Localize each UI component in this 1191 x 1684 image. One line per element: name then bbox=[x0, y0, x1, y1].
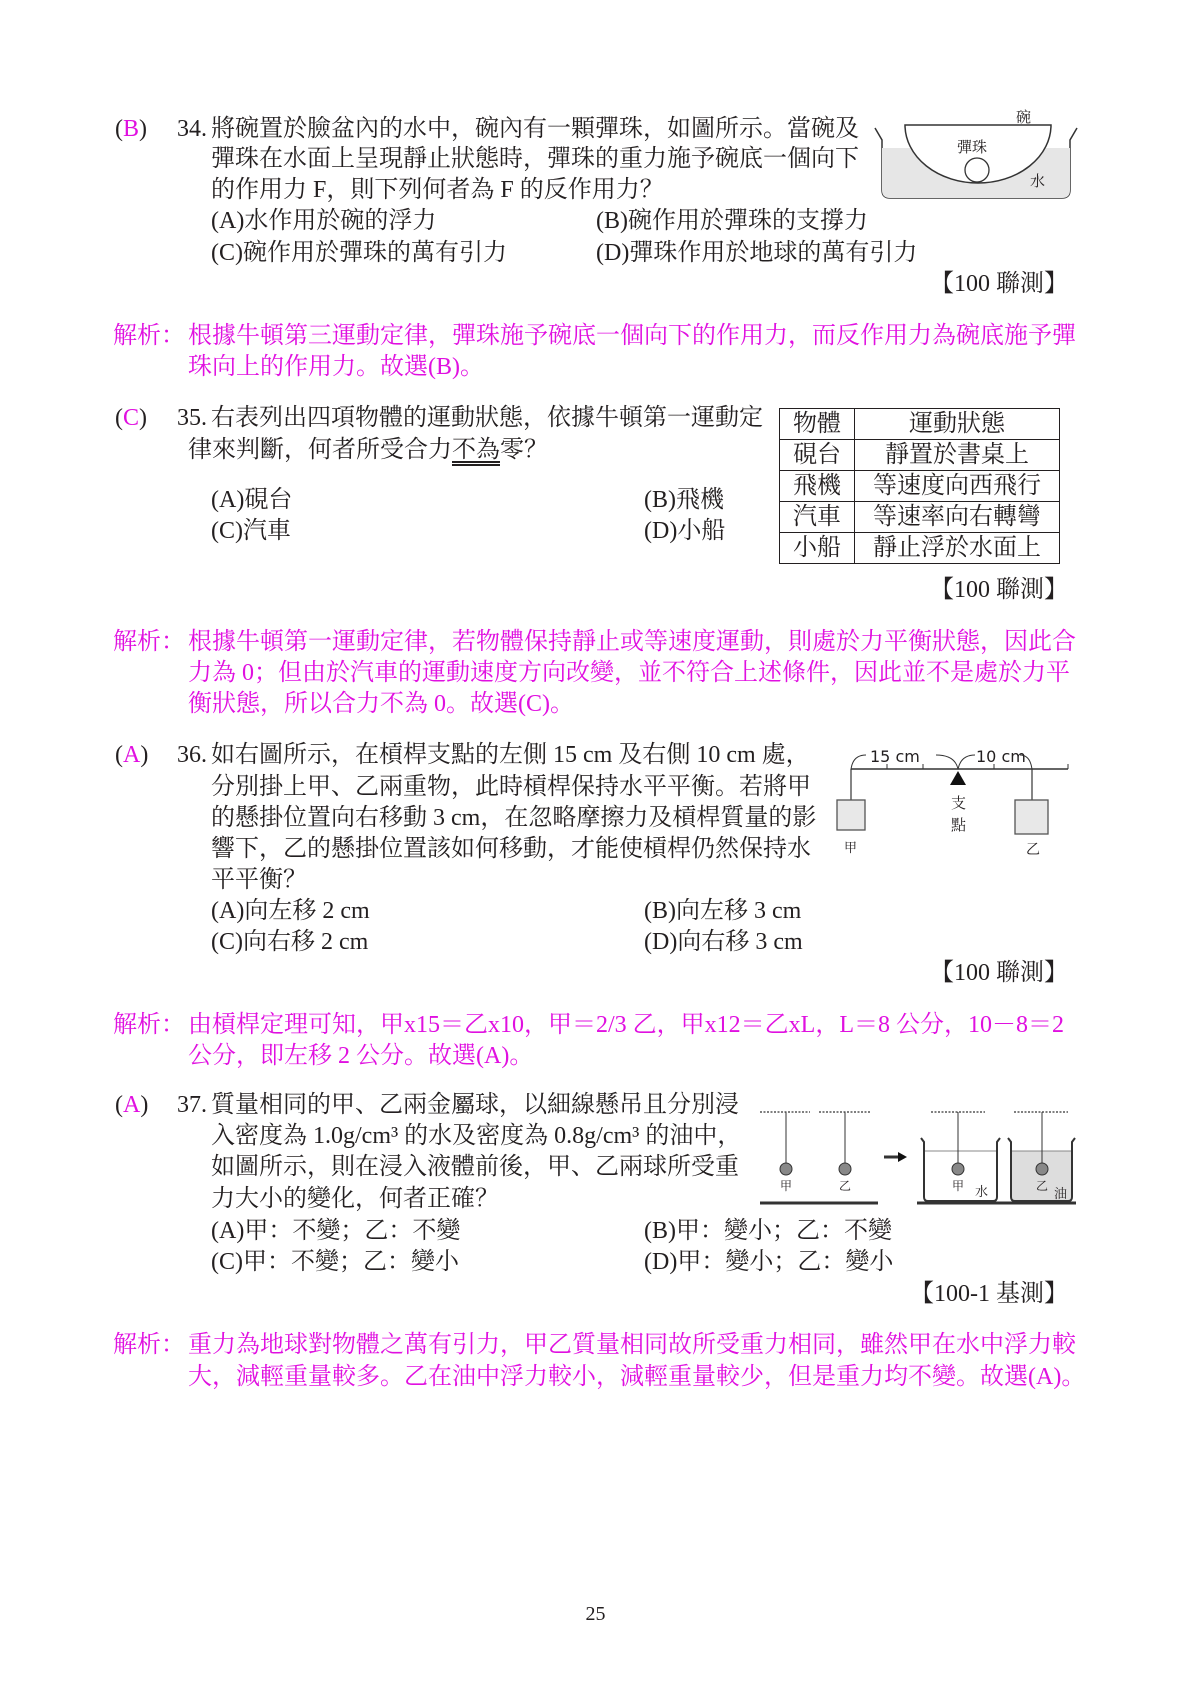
right-distance-label: 10 cm bbox=[976, 747, 1026, 766]
question-text: 響下，乙的懸掛位置該如何移動，才能使槓桿仍然保持水 bbox=[211, 836, 811, 862]
question-text: 右表列出四項物體的運動狀態，依據牛頓第一運動定 bbox=[211, 405, 763, 431]
weight-jia-label: 甲 bbox=[844, 841, 858, 856]
option-b: (B)向左移 3 cm bbox=[644, 898, 802, 924]
option-d: (D)彈珠作用於地球的萬有引力 bbox=[596, 240, 918, 266]
question-text: 如圖所示，則在浸入液體前後，甲、乙兩球所受重 bbox=[211, 1154, 739, 1180]
table-row: 飛機 等速度向西飛行 bbox=[780, 471, 1060, 502]
question-text: 平平衡？ bbox=[211, 867, 307, 893]
svg-text:甲: 甲 bbox=[952, 1179, 965, 1193]
option-a: (A)甲：不變；乙：不變 bbox=[211, 1218, 461, 1244]
option-c: (C)向右移 2 cm bbox=[211, 929, 369, 955]
option-a: (A)向左移 2 cm bbox=[211, 898, 370, 924]
analysis-text: 珠向上的作用力。故選(B)。 bbox=[188, 354, 484, 380]
question-text: 質量相同的甲、乙兩金屬球，以細線懸吊且分別浸 bbox=[211, 1092, 739, 1118]
question-text: 力大小的變化，何者正確？ bbox=[211, 1186, 499, 1212]
water-label: 水 bbox=[1030, 172, 1046, 190]
underlined-emphasis: 不為 bbox=[452, 437, 500, 463]
option-a: (A)硯台 bbox=[211, 487, 293, 513]
answer-letter: B bbox=[123, 116, 140, 142]
analysis-text: 大，減輕重量較多。乙在油中浮力較小，減輕重量較少，但是重力均不變。故選(A)。 bbox=[188, 1364, 1086, 1390]
marble-label: 彈珠 bbox=[957, 138, 988, 156]
analysis-text: 根據牛頓第一運動定律，若物體保持靜止或等速度運動，則處於力平衡狀態，因此合 bbox=[188, 629, 1076, 655]
source-tag: 【100-1 基測】 bbox=[910, 1281, 1068, 1307]
option-c: (C)碗作用於彈珠的萬有引力 bbox=[211, 240, 507, 266]
table-row: 汽車 等速率向右轉彎 bbox=[780, 502, 1060, 533]
option-b: (B)甲：變小；乙：不變 bbox=[644, 1218, 892, 1244]
svg-text:甲: 甲 bbox=[780, 1179, 793, 1193]
question-text: 如右圖所示，在槓桿支點的左側 15 cm 及右側 10 cm 處， bbox=[211, 742, 810, 768]
answer-letter: A bbox=[123, 742, 141, 768]
bowl-in-basin-figure bbox=[875, 108, 1077, 198]
option-b: (B)碗作用於彈珠的支撐力 bbox=[596, 208, 868, 234]
oil-label: 油 bbox=[1054, 1187, 1068, 1202]
option-b: (B)飛機 bbox=[644, 487, 724, 513]
water-label: 水 bbox=[975, 1185, 989, 1200]
analysis-label: 解析： bbox=[113, 323, 185, 349]
answer-letter: C bbox=[123, 405, 140, 431]
source-tag: 【100 聯測】 bbox=[930, 960, 1068, 986]
analysis-label: 解析： bbox=[113, 629, 185, 655]
analysis-text: 由槓桿定理可知，甲x15＝乙x10，甲＝2/3 乙，甲x12＝乙xL，L＝8 公分，10－8＝2 bbox=[188, 1012, 1064, 1038]
bowl-label: 碗 bbox=[1016, 108, 1032, 126]
option-a: (A)水作用於碗的浮力 bbox=[211, 208, 437, 234]
svg-text:乙: 乙 bbox=[839, 1179, 852, 1193]
question-number: 37. bbox=[177, 1092, 207, 1118]
page-number: 25 bbox=[585, 1603, 606, 1625]
option-d: (D)小船 bbox=[644, 518, 726, 544]
question-number: 35. bbox=[177, 405, 207, 431]
question-number: 34. bbox=[177, 116, 207, 142]
source-tag: 【100 聯測】 bbox=[930, 577, 1068, 603]
analysis-text: 重力為地球對物體之萬有引力，甲乙質量相同故所受重力相同，雖然甲在水中浮力較 bbox=[188, 1332, 1076, 1358]
ball-jia bbox=[780, 1163, 792, 1175]
weight-yi bbox=[1015, 800, 1048, 834]
weight-yi-label: 乙 bbox=[1026, 842, 1040, 858]
left-distance-label: 15 cm bbox=[870, 747, 920, 766]
option-c: (C)汽車 bbox=[211, 518, 291, 544]
option-d: (D)向右移 3 cm bbox=[644, 929, 803, 955]
question-text: 彈珠在水面上呈現靜止狀態時，彈珠的重力施予碗底一個向下 bbox=[211, 146, 859, 172]
weight-jia bbox=[837, 800, 865, 830]
option-c: (C)甲：不變；乙：變小 bbox=[211, 1249, 459, 1275]
fulcrum-label: 點 bbox=[951, 816, 967, 834]
table-header-row: 物體 運動狀態 bbox=[780, 409, 1060, 440]
svg-text:乙: 乙 bbox=[1036, 1179, 1049, 1193]
question-text: 的作用力 F，則下列何者為 F 的反作用力？ bbox=[211, 177, 664, 203]
table-row: 硯台 靜置於書桌上 bbox=[780, 440, 1060, 471]
fulcrum-label: 支 bbox=[951, 794, 967, 812]
analysis-text: 力為 0；但由於汽車的運動速度方向改變，並不符合上述條件，因此並不是處於力平 bbox=[188, 660, 1070, 686]
question-text: 入密度為 1.0g/cm³ 的水及密度為 0.8g/cm³ 的油中， bbox=[211, 1123, 742, 1149]
analysis-label: 解析： bbox=[113, 1332, 185, 1358]
suspended-balls-figure bbox=[760, 1112, 1076, 1203]
lever-figure bbox=[837, 747, 1068, 858]
analysis-text: 公分，即左移 2 公分。故選(A)。 bbox=[188, 1043, 534, 1069]
analysis-text: 根據牛頓第三運動定律，彈珠施予碗底一個向下的作用力，而反作用力為碗底施予彈 bbox=[188, 323, 1076, 349]
option-d: (D)甲：變小；乙：變小 bbox=[644, 1249, 894, 1275]
table-row: 小船 靜止浮於水面上 bbox=[780, 533, 1060, 564]
question-number: 36. bbox=[177, 742, 207, 768]
ball-yi bbox=[839, 1163, 851, 1175]
question-text: 的懸掛位置向右移動 3 cm，在忽略摩擦力及槓桿質量的影 bbox=[211, 805, 817, 831]
analysis-text: 衡狀態，所以合力不為 0。故選(C)。 bbox=[188, 691, 574, 717]
question-text: 將碗置於臉盆內的水中，碗內有一顆彈珠，如圖所示。當碗及 bbox=[211, 116, 859, 142]
question-text: 律來判斷，何者所受合力不為零？ bbox=[188, 437, 548, 463]
source-tag: 【100 聯測】 bbox=[930, 271, 1068, 297]
answer-letter: A bbox=[123, 1092, 141, 1118]
fulcrum-triangle bbox=[950, 771, 966, 785]
question-text: 分別掛上甲、乙兩重物，此時槓桿保持水平平衡。若將甲 bbox=[211, 774, 811, 800]
analysis-label: 解析： bbox=[113, 1012, 185, 1038]
